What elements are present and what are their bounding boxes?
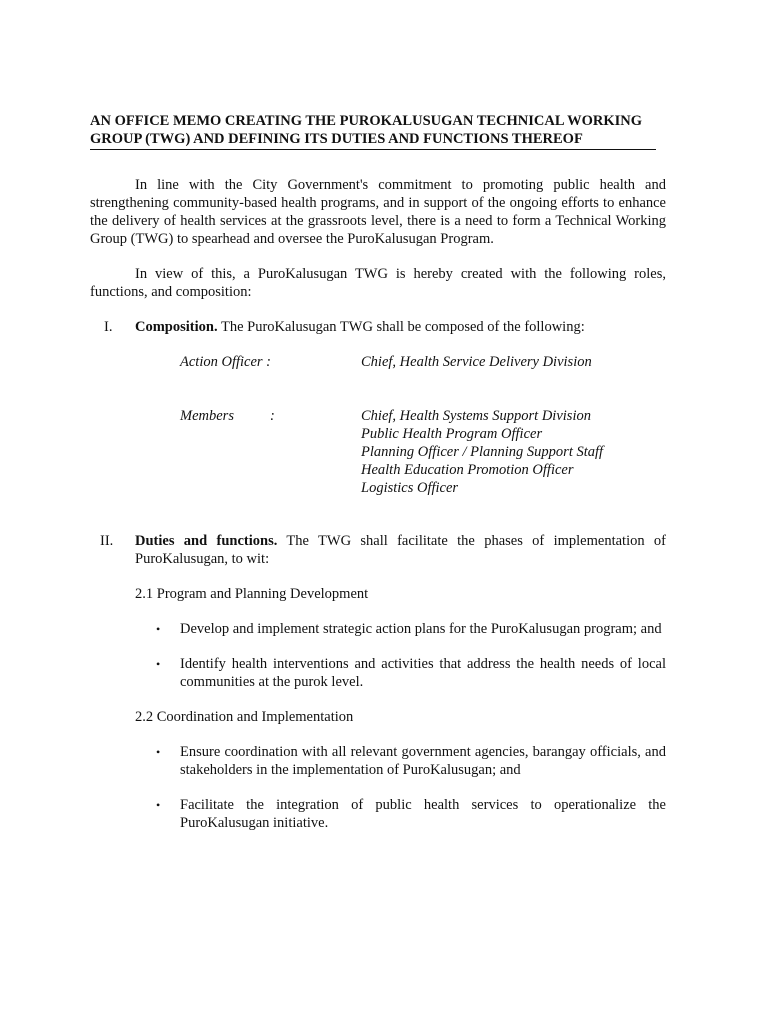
subsection-title-2-2: 2.2 Coordination and Implementation	[135, 709, 354, 725]
list-item-text: Develop and implement strategic action plans for the PuroKalusugan program; and	[180, 621, 662, 637]
list-item	[156, 620, 666, 638]
composition-table	[180, 353, 666, 497]
bullet-icon: •	[156, 622, 161, 636]
section-number: II.	[100, 533, 114, 549]
list-item	[156, 743, 666, 779]
bullet-icon: •	[156, 657, 161, 671]
intro-paragraph-2: In view of this, a PuroKalusugan TWG is hereby created with the following roles, functions, and composition:	[90, 266, 666, 300]
action-officer-value: Chief, Health Service Delivery Division	[361, 354, 592, 370]
list-item-text: Identify health interventions and activities that address the health needs of local communities at the purok level.	[180, 656, 666, 690]
bullet-icon: •	[156, 798, 161, 812]
member-item: Planning Officer / Planning Support Staff	[361, 444, 604, 460]
members-list	[361, 407, 666, 497]
action-officer-label: Action Officer :	[180, 354, 272, 370]
list-item-text: Ensure coordination with all relevant government agencies, barangay officials, and stakeholders in the implementation of PuroKalusugan; and	[180, 744, 666, 778]
bullet-icon: •	[156, 745, 161, 759]
bullet-list-2-2	[90, 743, 666, 832]
memo-page	[90, 112, 666, 832]
intro-paragraph-1: In line with the City Government's commitment to promoting public health and strengthening community-based health programs, and in support of the ongoing efforts to enhance the delivery of health services at the grassroots level, there is a need to form a Technical Working Group (TWG) to spearhead and oversee the PuroKalusugan Program.	[90, 177, 666, 247]
section-duties	[90, 532, 666, 568]
member-item: Chief, Health Systems Support Division	[361, 408, 591, 424]
list-item	[156, 796, 666, 832]
section-heading: Duties and functions.	[135, 533, 278, 549]
bullet-list-2-1	[90, 620, 666, 691]
section-text: The TWG shall facilitate the phases of implementation of PuroKalusugan, to wit:	[135, 533, 667, 567]
section-composition	[90, 318, 666, 336]
members-colon: :	[270, 408, 275, 424]
list-item	[156, 655, 666, 691]
member-item: Logistics Officer	[361, 480, 459, 496]
memo-title-line-1: AN OFFICE MEMO CREATING THE PUROKALUSUGAN TECHNICAL WORKING	[90, 113, 642, 129]
members-row	[180, 407, 666, 497]
list-item-text: Facilitate the integration of public health services to operationalize the PuroKalusugan initiative.	[180, 797, 666, 831]
title-underline	[90, 149, 656, 150]
section-number: I.	[104, 319, 113, 335]
section-heading: Composition.	[135, 319, 218, 335]
memo-title-line-2: GROUP (TWG) AND DEFINING ITS DUTIES AND FUNCTIONS THEREOF	[90, 131, 583, 147]
member-item: Health Education Promotion Officer	[361, 462, 574, 478]
member-item: Public Health Program Officer	[361, 426, 543, 442]
subsection-title-2-1: 2.1 Program and Planning Development	[135, 586, 369, 602]
action-officer-row	[180, 353, 666, 371]
section-text: The PuroKalusugan TWG shall be composed of the following:	[217, 319, 585, 335]
members-label: Members	[180, 408, 234, 424]
memo-title	[90, 112, 666, 148]
